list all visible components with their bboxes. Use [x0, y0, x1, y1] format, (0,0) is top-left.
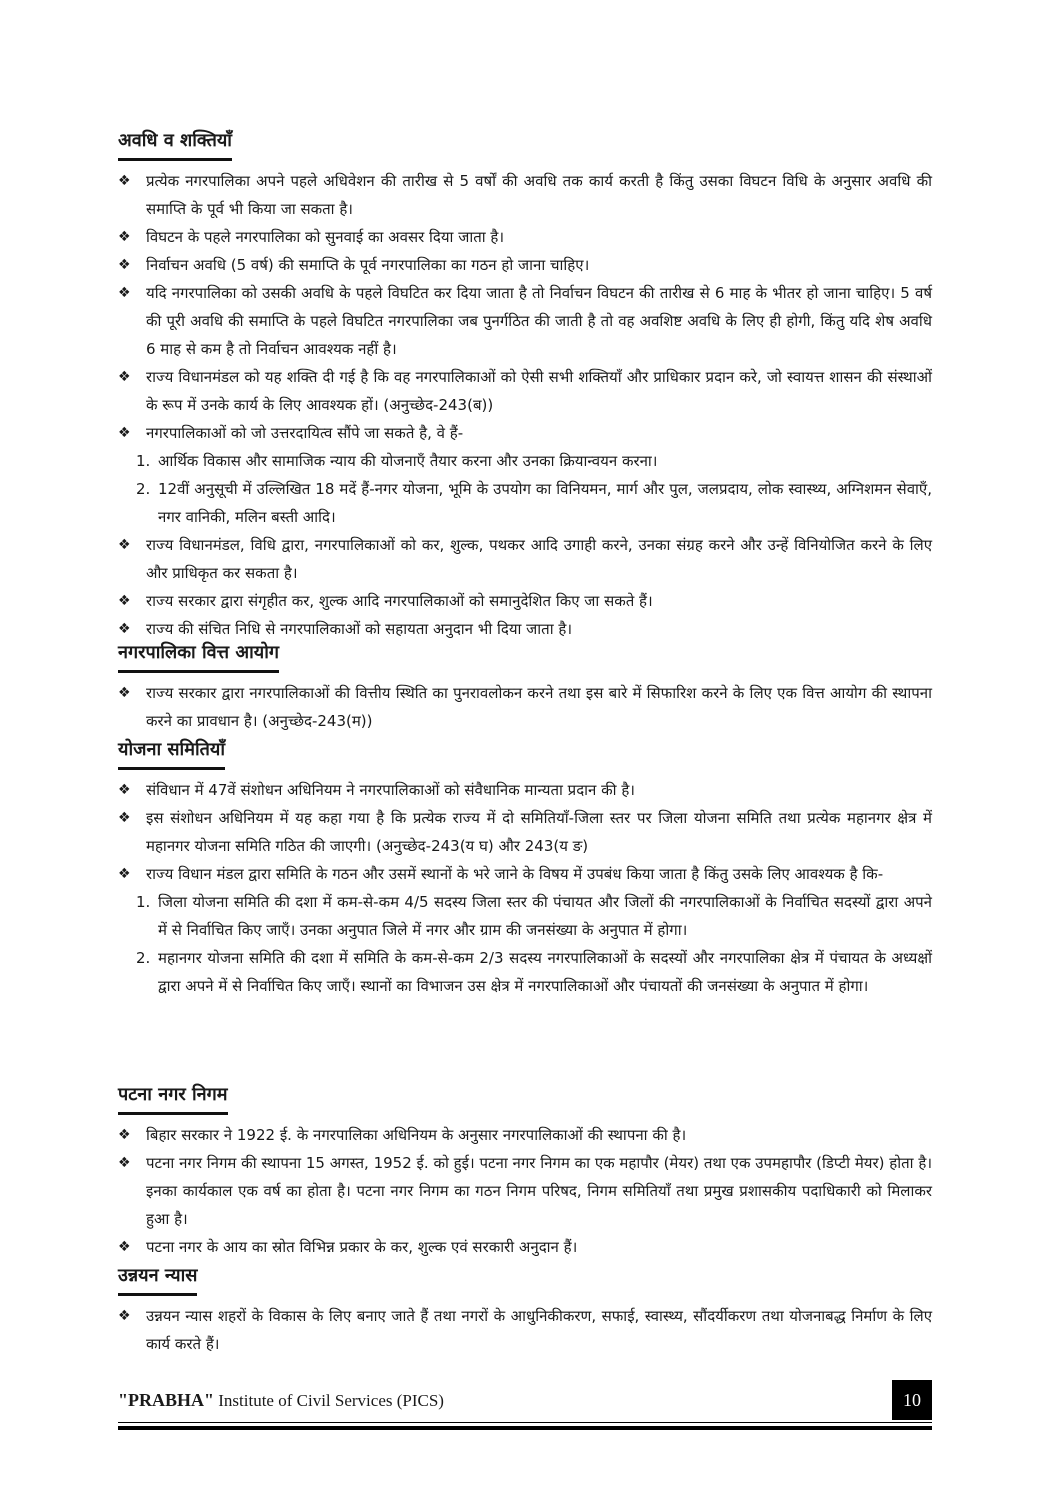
diamond-bullet-icon: ❖ — [118, 1308, 131, 1324]
item-number: 2. — [136, 480, 151, 498]
diamond-bullet-icon: ❖ — [118, 173, 131, 189]
bullet-text: राज्य विधानमंडल, विधि द्वारा, नगरपालिकाओं को कर, शुल्क, पथकर आदि उगाही करने, उनका संग्रह करने और उन्हें विनियोजित करने के लिए और प्राधिकृत कर सकता है। — [146, 536, 932, 582]
section-heading: उन्नयन न्यास — [118, 1263, 197, 1296]
item-text: आर्थिक विकास और सामाजिक न्याय की योजनाएँ तैयार करना और उनका क्रियान्वयन करना। — [158, 452, 658, 470]
bullet-text: इस संशोधन अधिनियम में यह कहा गया है कि प्रत्येक राज्य में दो समितियाँ-जिला स्तर पर जिला योजना समिति तथा प्रत्येक महानगर क्षेत्र में महानगर योजना समिति गठित की जाएगी। (अनुच्छेद-243(य घ) और 243(य ङ) — [146, 809, 932, 855]
bullet-text: यदि नगरपालिका को उसकी अवधि के पहले विघटित कर दिया जाता है तो निर्वाचन विघटन की तारीख से 6 माह के भीतर हो जाना चाहिए। 5 वर्ष की पूरी अवधि की समाप्ति के पहले विघटित नगरपालिका जब पुनर्गठित की जाती है तो वह अवशिष्ट अवधि के लिए ही होगी, किंतु यदि शेष अवधि 6 माह से कम है तो निर्वाचन आवश्यक नहीं है। — [146, 284, 932, 358]
item-number: 1. — [136, 452, 151, 470]
diamond-bullet-icon: ❖ — [118, 1155, 131, 1171]
footer-divider-thick — [118, 1426, 932, 1430]
diamond-bullet-icon: ❖ — [118, 369, 131, 385]
bullet-item — [118, 419, 932, 531]
bullet-text: राज्य सरकार द्वारा नगरपालिकाओं की वित्तीय स्थिति का पुनरावलोकन करने तथा इस बारे में सिफारिश करने के लिए एक वित्त आयोग की स्थापना करने का प्रावधान है। (अनुच्छेद-243(म)) — [146, 684, 932, 730]
bullet-text: राज्य सरकार द्वारा संगृहीत कर, शुल्क आदि नगरपालिकाओं को समानुदेशित किए जा सकते हैं। — [146, 592, 653, 610]
bullet-item — [118, 776, 932, 804]
item-number: 2. — [136, 949, 151, 967]
bullet-list — [118, 1121, 932, 1261]
item-number: 1. — [136, 893, 151, 911]
section-heading: पटना नगर निगम — [118, 1082, 228, 1115]
diamond-bullet-icon: ❖ — [118, 1127, 131, 1143]
bullet-item — [118, 860, 932, 1000]
bullet-text: विघटन के पहले नगरपालिका को सुनवाई का अवसर दिया जाता है। — [146, 228, 505, 246]
bullet-item — [118, 1302, 932, 1358]
section — [118, 128, 932, 643]
bullet-text: राज्य विधान मंडल द्वारा समिति के गठन और उसमें स्थानों के भरे जाने के विषय में उपबंध किया जाता है किंतु उसके लिए आवश्यक है कि- — [146, 865, 884, 883]
diamond-bullet-icon: ❖ — [118, 537, 131, 553]
diamond-bullet-icon: ❖ — [118, 285, 131, 301]
bullet-item — [118, 223, 932, 251]
diamond-bullet-icon: ❖ — [118, 621, 131, 637]
diamond-bullet-icon: ❖ — [118, 810, 131, 826]
numbered-item — [118, 944, 932, 1000]
diamond-bullet-icon: ❖ — [118, 257, 131, 273]
diamond-bullet-icon: ❖ — [118, 229, 131, 245]
bullet-item — [118, 279, 932, 363]
diamond-bullet-icon: ❖ — [118, 866, 131, 882]
diamond-bullet-icon: ❖ — [118, 1239, 131, 1255]
bullet-text: निर्वाचन अवधि (5 वर्ष) की समाप्ति के पूर्व नगरपालिका का गठन हो जाना चाहिए। — [146, 256, 590, 274]
page-number: 10 — [892, 1380, 932, 1420]
bullet-item — [118, 1233, 932, 1261]
diamond-bullet-icon: ❖ — [118, 593, 131, 609]
bullet-item — [118, 615, 932, 643]
item-text: महानगर योजना समिति की दशा में समिति के कम-से-कम 2/3 सदस्य नगरपालिकाओं के सदस्यों और नगरपालिका क्षेत्र में पंचायत के अध्यक्षों द्वारा अपने में से निर्वाचित किए जाएँ। स्थानों का विभाजन उस क्षेत्र में नगरपालिकाओं और पंचायतों की जनसंख्या के अनुपात में होगा। — [158, 949, 932, 995]
bullet-text: राज्य विधानमंडल को यह शक्ति दी गई है कि वह नगरपालिकाओं को ऐसी सभी शक्तियाँ और प्राधिकार प्रदान करे, जो स्वायत्त शासन की संस्थाओं के रूप में उनके कार्य के लिए आवश्यक हों। (अनुच्छेद-243(ब)) — [146, 368, 932, 414]
bullet-item — [118, 804, 932, 860]
bullet-text: प्रत्येक नगरपालिका अपने पहले अधिवेशन की तारीख से 5 वर्षों की अवधि तक कार्य करती है किंतु उसका विघटन विधि के अनुसार अवधि की समाप्ति के पूर्व भी किया जा सकता है। — [146, 172, 932, 218]
brand-subtitle: Institute of Civil Services (PICS) — [214, 1391, 444, 1410]
bullet-list — [118, 679, 932, 735]
section — [118, 640, 932, 735]
bullet-list — [118, 1302, 932, 1358]
section — [118, 737, 932, 1000]
item-text: 12वीं अनुसूची में उल्लिखित 18 मदें हैं-नगर योजना, भूमि के उपयोग का विनियमन, मार्ग और पुल, जलप्रदाय, लोक स्वास्थ्य, अग्निशमन सेवाएँ, नगर वानिकी, मलिन बस्ती आदि। — [158, 480, 932, 526]
section — [118, 1263, 932, 1358]
section — [118, 1082, 932, 1261]
diamond-bullet-icon: ❖ — [118, 685, 131, 701]
section-heading: अवधि व शक्तियाँ — [118, 128, 232, 161]
bullet-item — [118, 587, 932, 615]
brand-name: "PRABHA" — [118, 1390, 214, 1410]
numbered-list — [118, 888, 932, 1000]
bullet-item — [118, 531, 932, 587]
bullet-list — [118, 167, 932, 643]
numbered-item — [118, 475, 932, 531]
bullet-text: संविधान में 47वें संशोधन अधिनियम ने नगरपालिकाओं को संवैधानिक मान्यता प्रदान की है। — [146, 781, 635, 799]
bullet-list — [118, 776, 932, 1000]
numbered-item — [118, 888, 932, 944]
bullet-item — [118, 1149, 932, 1233]
bullet-text: नगरपालिकाओं को जो उत्तरदायित्व सौंपे जा सकते है, वे हैं- — [146, 424, 464, 442]
page-footer — [118, 1380, 932, 1436]
diamond-bullet-icon: ❖ — [118, 425, 131, 441]
bullet-item — [118, 679, 932, 735]
bullet-text: उन्नयन न्यास शहरों के विकास के लिए बनाए जाते हैं तथा नगरों के आधुनिकीकरण, सफाई, स्वास्थ्य, सौंदर्यीकरण तथा योजनाबद्ध निर्माण के लिए कार्य करते हैं। — [146, 1307, 932, 1353]
bullet-text: पटना नगर निगम की स्थापना 15 अगस्त, 1952 ई. को हुई। पटना नगर निगम का एक महापौर (मेयर) तथा एक उपमहापौर (डिप्टी मेयर) होता है। इनका कार्यकाल एक वर्ष का होता है। पटना नगर निगम का गठन निगम परिषद, निगम समितियाँ तथा प्रमुख प्रशासकीय पदाधिकारी को मिलाकर हुआ है। — [146, 1154, 932, 1228]
bullet-text: बिहार सरकार ने 1922 ई. के नगरपालिका अधिनियम के अनुसार नगरपालिकाओं की स्थापना की है। — [146, 1126, 687, 1144]
bullet-item — [118, 1121, 932, 1149]
footer-divider — [118, 1422, 932, 1423]
bullet-text: पटना नगर के आय का स्रोत विभिन्न प्रकार के कर, शुल्क एवं सरकारी अनुदान हैं। — [146, 1238, 578, 1256]
section-heading: योजना समितियाँ — [118, 737, 225, 770]
section-heading: नगरपालिका वित्त आयोग — [118, 640, 279, 673]
numbered-list — [118, 447, 932, 531]
item-text: जिला योजना समिति की दशा में कम-से-कम 4/5 सदस्य जिला स्तर की पंचायत और जिलों की नगरपालिकाओं के निर्वाचित सदस्यों द्वारा अपने में से निर्वाचित किए जाएँ। उनका अनुपात जिले में नगर और ग्राम की जनसंख्या के अनुपात में होगा। — [158, 893, 932, 939]
bullet-item — [118, 363, 932, 419]
bullet-text: राज्य की संचित निधि से नगरपालिकाओं को सहायता अनुदान भी दिया जाता है। — [146, 620, 573, 638]
numbered-item — [118, 447, 932, 475]
bullet-item — [118, 167, 932, 223]
bullet-item — [118, 251, 932, 279]
footer-institute-name — [118, 1390, 444, 1411]
diamond-bullet-icon: ❖ — [118, 782, 131, 798]
